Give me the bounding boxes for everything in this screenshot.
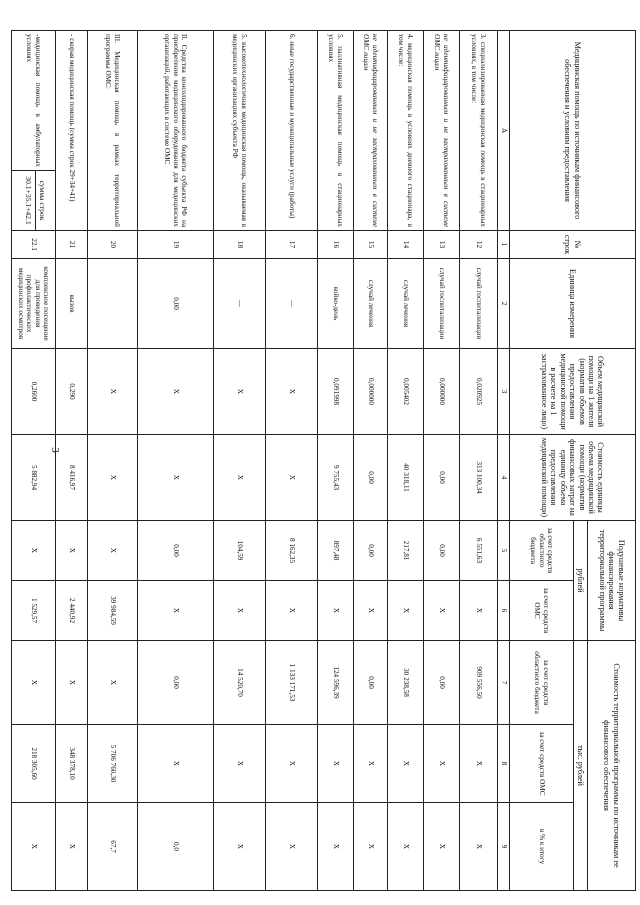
row-tot-budget: X — [56, 641, 88, 725]
table-row — [460, 31, 498, 891]
row-unit: 0,00 — [138, 259, 214, 349]
row-unit — [88, 259, 138, 349]
row-tot-oms: X — [214, 725, 266, 803]
row-pc-budget: 217,81 — [388, 521, 424, 581]
row-volume: 0,020925 — [460, 349, 498, 435]
row-pct: X — [388, 803, 424, 891]
header-volume: Объем медицинской помощи на 1 жителя (норматив объемов предоставления медицинской помощи в расчете на 1 застрахованное лицо) — [510, 349, 636, 435]
row-pct: X — [266, 803, 318, 891]
row-label: 3. специализированная медицинская помощь в стационарных условиях, в том числе: — [460, 31, 498, 231]
row-tot-budget: 0,00 — [354, 641, 388, 725]
row-pct: X — [214, 803, 266, 891]
row-tot-oms: X — [424, 725, 460, 803]
table-body — [12, 31, 498, 891]
table-row — [56, 31, 88, 891]
table-row — [354, 31, 388, 891]
row-pc-budget: 104,59 — [214, 521, 266, 581]
row-pct: 0,0 — [138, 803, 214, 891]
row-unit: случай лечения — [388, 259, 424, 349]
row-pc-budget: 0,00 — [354, 521, 388, 581]
row-label: 5. паллиативная медицинская помощь в стационарных условиях — [318, 31, 354, 231]
row-volume: 0,005402 — [388, 349, 424, 435]
row-pc-oms: X — [424, 581, 460, 641]
row-volume: 0,091998 — [318, 349, 354, 435]
row-volume: X — [88, 349, 138, 435]
row-pc-oms: 1 529,57 — [12, 581, 56, 641]
row-pc-oms: X — [460, 581, 498, 641]
header-row-number: № строк — [510, 231, 636, 259]
row-cost: 8 416,97 — [56, 435, 88, 521]
row-cost: 313 100,34 — [460, 435, 498, 521]
row-tot-oms: X — [460, 725, 498, 803]
row-pct: X — [12, 803, 56, 891]
header-care-type: Медицинская помощь по источникам финансового обеспечения и условиям предоставления — [510, 31, 636, 231]
row-number: 17 — [266, 231, 318, 259]
row-tot-budget: 0,00 — [424, 641, 460, 725]
table-row — [318, 31, 354, 891]
row-label: 4. медицинская помощь в условиях дневного стационара, в том числе: — [388, 31, 424, 231]
row-volume: 0,2600 — [12, 349, 56, 435]
sum-of-rows-cell — [12, 171, 56, 231]
row-label: - скорая медицинская помощь (сумма строк 29+34+41) — [56, 31, 88, 231]
header-unit-cost: Стоимость единицы объема медицинской помощи (норматив финансовых затрат на единицу объема предоставления медицинской помощи) — [510, 435, 636, 521]
row-label: 6. иные государственные и муниципальные услуги (работы) — [266, 31, 318, 231]
row-cost: 40 318,11 — [388, 435, 424, 521]
row-cost: X — [88, 435, 138, 521]
row-number: 14 — [388, 231, 424, 259]
row-volume: X — [138, 349, 214, 435]
rotated-page-wrapper — [17, 30, 636, 890]
row-unit: случай госпитализации — [460, 259, 498, 349]
row-volume: 0,000000 — [354, 349, 388, 435]
col-index-6: 6 — [498, 581, 510, 641]
row-number: 19 — [138, 231, 214, 259]
row-number: 21 — [56, 231, 88, 259]
header-per-capita-unit: рублей — [574, 521, 588, 641]
row-cost: X — [214, 435, 266, 521]
row-volume: X — [214, 349, 266, 435]
header-tot-pct: в % к итогу — [510, 803, 574, 891]
row-label: -медицинская помощь в амбулаторных условиях — [12, 31, 56, 171]
table-row — [214, 31, 266, 891]
row-label: не идентифицированным и не застрахованным в системе ОМС лицам — [424, 31, 460, 231]
row-tot-oms: X — [138, 725, 214, 803]
row-cost: 0,00 — [354, 435, 388, 521]
header-total-cost-group: Стоимость территориальной программы по источникам ее финансового обеспечения — [588, 641, 636, 891]
row-number: 13 — [424, 231, 460, 259]
row-pc-budget: 0,00 — [424, 521, 460, 581]
row-unit: — — [266, 259, 318, 349]
row-pc-oms: X — [266, 581, 318, 641]
landscape-table-area — [17, 30, 636, 890]
row-tot-oms: X — [318, 725, 354, 803]
row-unit: случай лечения — [354, 259, 388, 349]
table-row — [88, 31, 138, 891]
row-unit: койко-день — [318, 259, 354, 349]
row-tot-budget: 30 238,58 — [388, 641, 424, 725]
row-number: 15 — [354, 231, 388, 259]
row-number: 22.1 — [12, 231, 56, 259]
row-pc-oms: X — [214, 581, 266, 641]
row-pc-budget: X — [56, 521, 88, 581]
row-pc-budget: 897,48 — [318, 521, 354, 581]
header-per-capita-group: Подушевые нормативы финансирования территориальной программы — [588, 521, 636, 641]
row-tot-oms: 218 305,60 — [12, 725, 56, 803]
row-tot-oms: 5 706 760,30 — [88, 725, 138, 803]
row-unit: вызов — [56, 259, 88, 349]
table-row — [266, 31, 318, 891]
header-unit: Единица измерения — [510, 259, 636, 349]
row-number: 20 — [88, 231, 138, 259]
col-index-3: 3 — [498, 349, 510, 435]
row-volume: 0,290 — [56, 349, 88, 435]
col-index-7: 7 — [498, 641, 510, 725]
header-tot-oms: за счет средств ОМС — [510, 725, 574, 803]
row-cost: X — [266, 435, 318, 521]
col-index-5: 5 — [498, 521, 510, 581]
row-tot-budget: 0,00 — [138, 641, 214, 725]
table-row — [388, 31, 424, 891]
row-cost: 0,00 — [424, 435, 460, 521]
row-tot-budget: 909 556,50 — [460, 641, 498, 725]
row-tot-oms: X — [388, 725, 424, 803]
table-row — [12, 31, 56, 891]
program-cost-table — [11, 30, 636, 891]
row-number: 18 — [214, 231, 266, 259]
table-row — [424, 31, 460, 891]
col-index-2: 2 — [498, 259, 510, 349]
row-pc-oms: X — [318, 581, 354, 641]
header-tot-budget: за счет средств областного бюджета — [510, 641, 574, 725]
row-number: 16 — [318, 231, 354, 259]
row-label: не идентифицированным и не застрахованным в системе ОМС лицам — [354, 31, 388, 231]
row-pct: X — [424, 803, 460, 891]
row-pc-oms: X — [388, 581, 424, 641]
row-unit: комплексное посещение для проведения профилактических медицинских осмотров — [12, 259, 56, 349]
header-pc-budget: за счет средств областного бюджета — [510, 521, 574, 581]
row-cost: 9 755,43 — [318, 435, 354, 521]
table-row — [138, 31, 214, 891]
sum-of-rows-value: 30.1+35.1+42.1 — [24, 176, 33, 225]
row-cost: X — [138, 435, 214, 521]
row-label: 5. высокотехнологичная медицинская помощь, оказываемая в медицинских организациях субъекта РФ — [214, 31, 266, 231]
row-tot-budget: X — [12, 641, 56, 725]
row-pc-oms: X — [354, 581, 388, 641]
col-index-9: 9 — [498, 803, 510, 891]
row-pct: X — [56, 803, 88, 891]
col-index-4: 4 — [498, 435, 510, 521]
sum-of-rows-header: сумма строк — [35, 171, 47, 230]
row-unit: — — [214, 259, 266, 349]
row-tot-budget: X — [88, 641, 138, 725]
row-pct: X — [460, 803, 498, 891]
row-tot-oms: X — [354, 725, 388, 803]
col-index-a: А — [498, 31, 510, 231]
row-pc-budget: X — [12, 521, 56, 581]
row-pc-oms: 2 440,92 — [56, 581, 88, 641]
row-pc-budget: 6 551,63 — [460, 521, 498, 581]
column-index-row — [498, 31, 510, 891]
row-tot-oms: 348 378,10 — [56, 725, 88, 803]
header-total-unit: тыс. рублей — [574, 641, 588, 891]
row-pct: X — [318, 803, 354, 891]
row-pct: X — [354, 803, 388, 891]
row-volume: X — [266, 349, 318, 435]
row-tot-budget: 14 520,70 — [214, 641, 266, 725]
row-tot-budget: 1 133 171,53 — [266, 641, 318, 725]
row-pc-budget: 0,00 — [138, 521, 214, 581]
row-number: 12 — [460, 231, 498, 259]
row-pct: 67,7 — [88, 803, 138, 891]
row-pc-oms: X — [138, 581, 214, 641]
row-unit: случай госпитализации — [424, 259, 460, 349]
row-tot-budget: 124 596,39 — [318, 641, 354, 725]
row-volume: 0,000000 — [424, 349, 460, 435]
page-number: 3 — [48, 447, 61, 453]
row-label: II. Средства консолидированного бюджета субъекта РФ на приобретение медицинского оборудования для медицинских организаций, работающих в системе ОМС — [138, 31, 214, 231]
row-cost: 5 882,94 — [12, 435, 56, 521]
row-pc-budget: X — [88, 521, 138, 581]
row-pc-budget: 8 162,35 — [266, 521, 318, 581]
header-pc-oms: за счет средств ОМС — [510, 581, 574, 641]
col-index-1: 1 — [498, 231, 510, 259]
row-tot-oms: X — [266, 725, 318, 803]
row-label: III. Медицинская помощь в рамках территориальной программы ОМС: — [88, 31, 138, 231]
row-pc-oms: 39 984,59 — [88, 581, 138, 641]
col-index-8: 8 — [498, 725, 510, 803]
